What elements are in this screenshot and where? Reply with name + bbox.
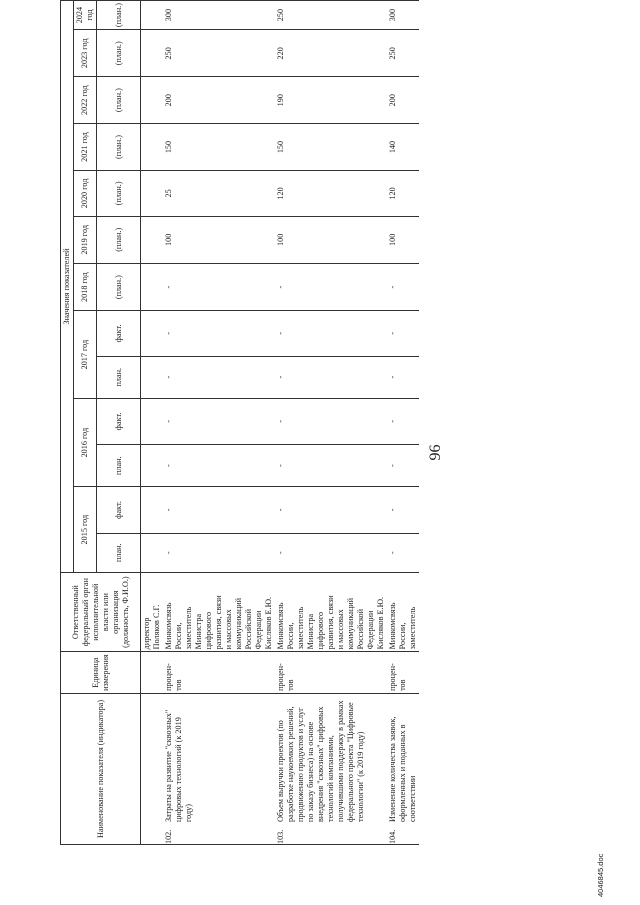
indicator-cell <box>163 693 275 844</box>
header-plan: план. <box>97 533 141 572</box>
value-cell-v2015f: - <box>275 487 387 533</box>
value-cell-v2015p: - <box>275 533 387 572</box>
header-responsible: Ответственный федеральный орган исполнительной власти или организация (должность, Ф.И.О.) <box>61 572 141 651</box>
value-cell-v2023: 250 <box>163 30 275 77</box>
header-year-2015: 2015 год <box>74 487 97 573</box>
row-number: 103. <box>276 829 285 844</box>
header-plan-paren: (план.) <box>97 123 141 170</box>
header-plan-paren: (план.) <box>97 216 141 263</box>
header-year-2024: 2024 год <box>74 1 97 30</box>
value-cell-v2022: 200 <box>163 77 275 123</box>
value-cell-v2021: 150 <box>275 123 387 170</box>
value-cell-v2016p: - <box>387 445 419 487</box>
page-number: 96 <box>427 444 444 461</box>
header-plan: план. <box>97 445 141 487</box>
header-year-2020: 2020 год <box>74 171 97 216</box>
header-plan: план. <box>97 356 141 398</box>
header-year-2018: 2018 год <box>74 263 97 310</box>
value-cell-v2017p: - <box>387 356 419 398</box>
indicator-cell <box>387 693 419 844</box>
value-cell-v2019: 100 <box>163 216 275 263</box>
header-plan-paren: (план.) <box>97 1 141 30</box>
footer-doc-code: 4046845.doc <box>596 853 605 897</box>
value-cell-v2024: 300 <box>387 1 419 30</box>
unit-cell: процен- тов <box>387 652 419 694</box>
value-cell-v2022: 190 <box>275 77 387 123</box>
value-cell-v2018: - <box>387 263 419 310</box>
value-cell-v2016p: - <box>163 445 275 487</box>
value-cell-v2016p: - <box>275 445 387 487</box>
header-plan-paren: (план.) <box>97 171 141 216</box>
responsible-cell: Минкомсвязь России, заместитель Министра цифрового развития, связи и массовых коммуникаций Российской Федерации Кисляков Е.Ю. <box>275 572 387 651</box>
responsible-cell: Минкомсвязь России, заместитель Министра цифрового развития, связи и массовых коммуникаций Российской Федерации Кисляков Е.Ю. <box>163 572 275 651</box>
value-cell-v2017p: - <box>163 356 275 398</box>
value-cell-v2015f: - <box>387 487 419 533</box>
table-row-continuation <box>141 1 164 845</box>
value-cell-v2022: 200 <box>387 77 419 123</box>
header-year-2023: 2023 год <box>74 30 97 77</box>
value-cell-v2017f: - <box>163 311 275 356</box>
value-cell-v2018: - <box>275 263 387 310</box>
value-cell-v2016f: - <box>387 398 419 444</box>
unit-cell: процен- тов <box>275 652 387 694</box>
value-cell-v2015p: - <box>387 533 419 572</box>
header-year-2016: 2016 год <box>74 398 97 487</box>
value-cell-v2017f: - <box>387 311 419 356</box>
header-fact: факт. <box>97 311 141 356</box>
row-number: 104. <box>388 829 397 844</box>
header-values-group: Значения показателей <box>61 1 74 573</box>
value-cell-v2019: 100 <box>387 216 419 263</box>
value-cell-v2020: 25 <box>163 171 275 216</box>
value-cell-v2021: 140 <box>387 123 419 170</box>
continuation-responsible: директор Поляков С.Г. <box>141 572 164 651</box>
value-cell-v2015p: - <box>163 533 275 572</box>
header-unit: Единица измерения <box>61 652 141 694</box>
value-cell-v2018: - <box>163 263 275 310</box>
value-cell-v2023: 250 <box>387 30 419 77</box>
header-plan-paren: (план.) <box>97 263 141 310</box>
table-row <box>387 1 419 845</box>
indicator-cell <box>275 693 387 844</box>
value-cell-v2023: 220 <box>275 30 387 77</box>
value-cell-v2020: 120 <box>387 171 419 216</box>
header-year-2022: 2022 год <box>74 77 97 123</box>
value-cell-v2021: 150 <box>163 123 275 170</box>
value-cell-v2017f: - <box>275 311 387 356</box>
table-row <box>275 1 387 845</box>
responsible-cell: Минкомсвязь России, заместитель <box>387 572 419 651</box>
value-cell-v2015f: - <box>163 487 275 533</box>
header-year-2017: 2017 год <box>74 311 97 399</box>
header-year-2021: 2021 год <box>74 123 97 170</box>
header-fact: факт. <box>97 398 141 444</box>
indicator-name: Затраты на развитие "сквозных" цифровых технологий (к 2019 году) <box>164 709 193 822</box>
row-number: 102. <box>164 829 173 844</box>
value-cell-v2017p: - <box>275 356 387 398</box>
indicator-name: Изменение количества заявок, оформленных и поданных в соответствии <box>388 716 417 822</box>
header-year-2019: 2019 год <box>74 216 97 263</box>
value-cell-v2016f: - <box>163 398 275 444</box>
header-plan-paren: (план.) <box>97 77 141 123</box>
header-indicator: Наименование показателя (индикатора) <box>61 693 141 844</box>
header-plan-paren: (план.) <box>97 30 141 77</box>
table-row <box>163 1 275 845</box>
value-cell-v2016f: - <box>275 398 387 444</box>
header-fact: факт. <box>97 487 141 533</box>
value-cell-v2024: 300 <box>163 1 275 30</box>
value-cell-v2019: 100 <box>275 216 387 263</box>
value-cell-v2020: 120 <box>275 171 387 216</box>
unit-cell: процен- тов <box>163 652 275 694</box>
value-cell-v2024: 250 <box>275 1 387 30</box>
indicators-table <box>60 0 419 845</box>
indicator-name: Объем выручки проектов (по разработке наукоемких решений, продвижению продуктов и услуг по заказу бизнеса) на основе внедрения "сквозных" цифровых технологий компаниями, получившими поддержку в рамках федерального проекта "Цифровые технологии" (к 2019 году) <box>276 700 365 822</box>
